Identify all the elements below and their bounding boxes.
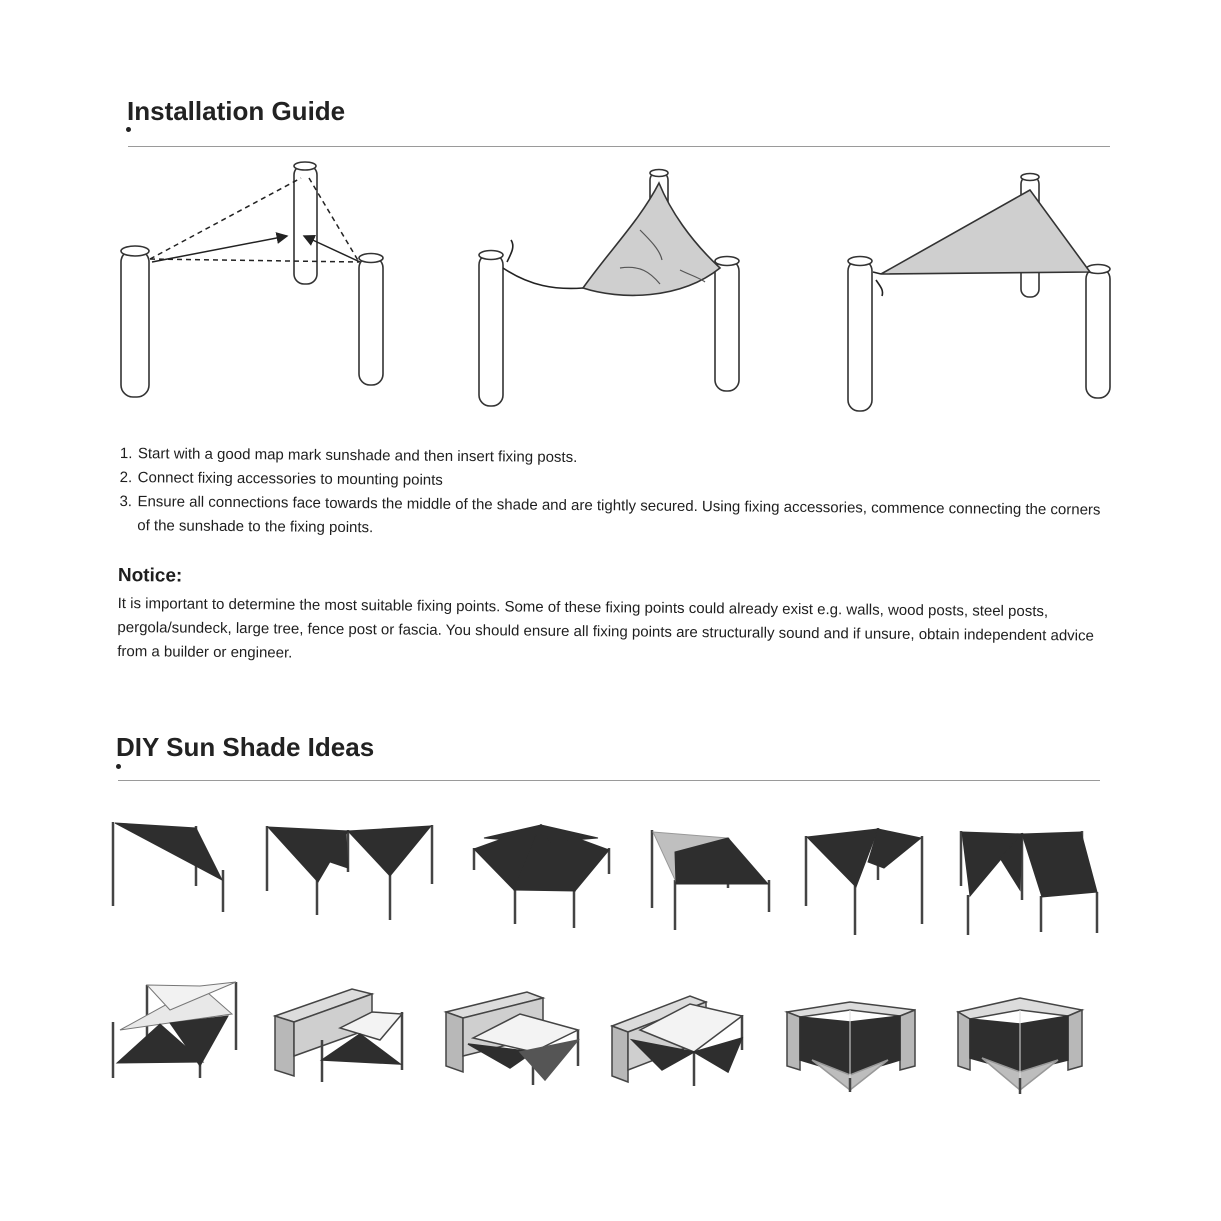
diy-idea-2: [267, 825, 432, 920]
diy-idea-10: [612, 996, 742, 1086]
diy-ideas-heading: DIY Sun Shade Ideas: [116, 732, 375, 762]
diy-idea-9: [446, 992, 578, 1085]
diy-idea-8: [275, 989, 402, 1082]
diy-idea-5: [806, 828, 922, 935]
notice-title: Notice:: [117, 565, 183, 587]
step-text: Connect fixing accessories to mounting points: [137, 469, 443, 489]
step-text: Ensure all connections face towards the middle of the shade and are tightly secured. Using fixing accessories, commence connecting the corners of the sunshade to the fixing points.: [137, 493, 1101, 537]
diy-idea-11: [787, 1002, 915, 1092]
diy-idea-6: [961, 831, 1097, 935]
step-number: 2.: [119, 468, 133, 487]
diy-idea-4: [652, 830, 769, 930]
notice-body: It is important to determine the most suitable fixing points. Some of these fixing points could already exist e.g. walls, wood posts, steel posts, pergola/sundeck, large tree, fence post or fascia. You should ensure all fixing points are structurally sound and if unsure, obtain independent advice from a builder or engineer.: [117, 594, 1094, 662]
step-number: 3.: [119, 492, 133, 511]
step-text: Start with a good map mark sunshade and then insert fixing posts.: [137, 445, 578, 466]
diy-idea-12: [958, 998, 1082, 1094]
diy-idea-7: [113, 982, 236, 1078]
diy-idea-1: [113, 822, 223, 912]
diy-idea-3: [474, 825, 609, 928]
step-number: 1.: [119, 444, 133, 463]
installation-guide-heading: Installation Guide: [127, 96, 346, 126]
